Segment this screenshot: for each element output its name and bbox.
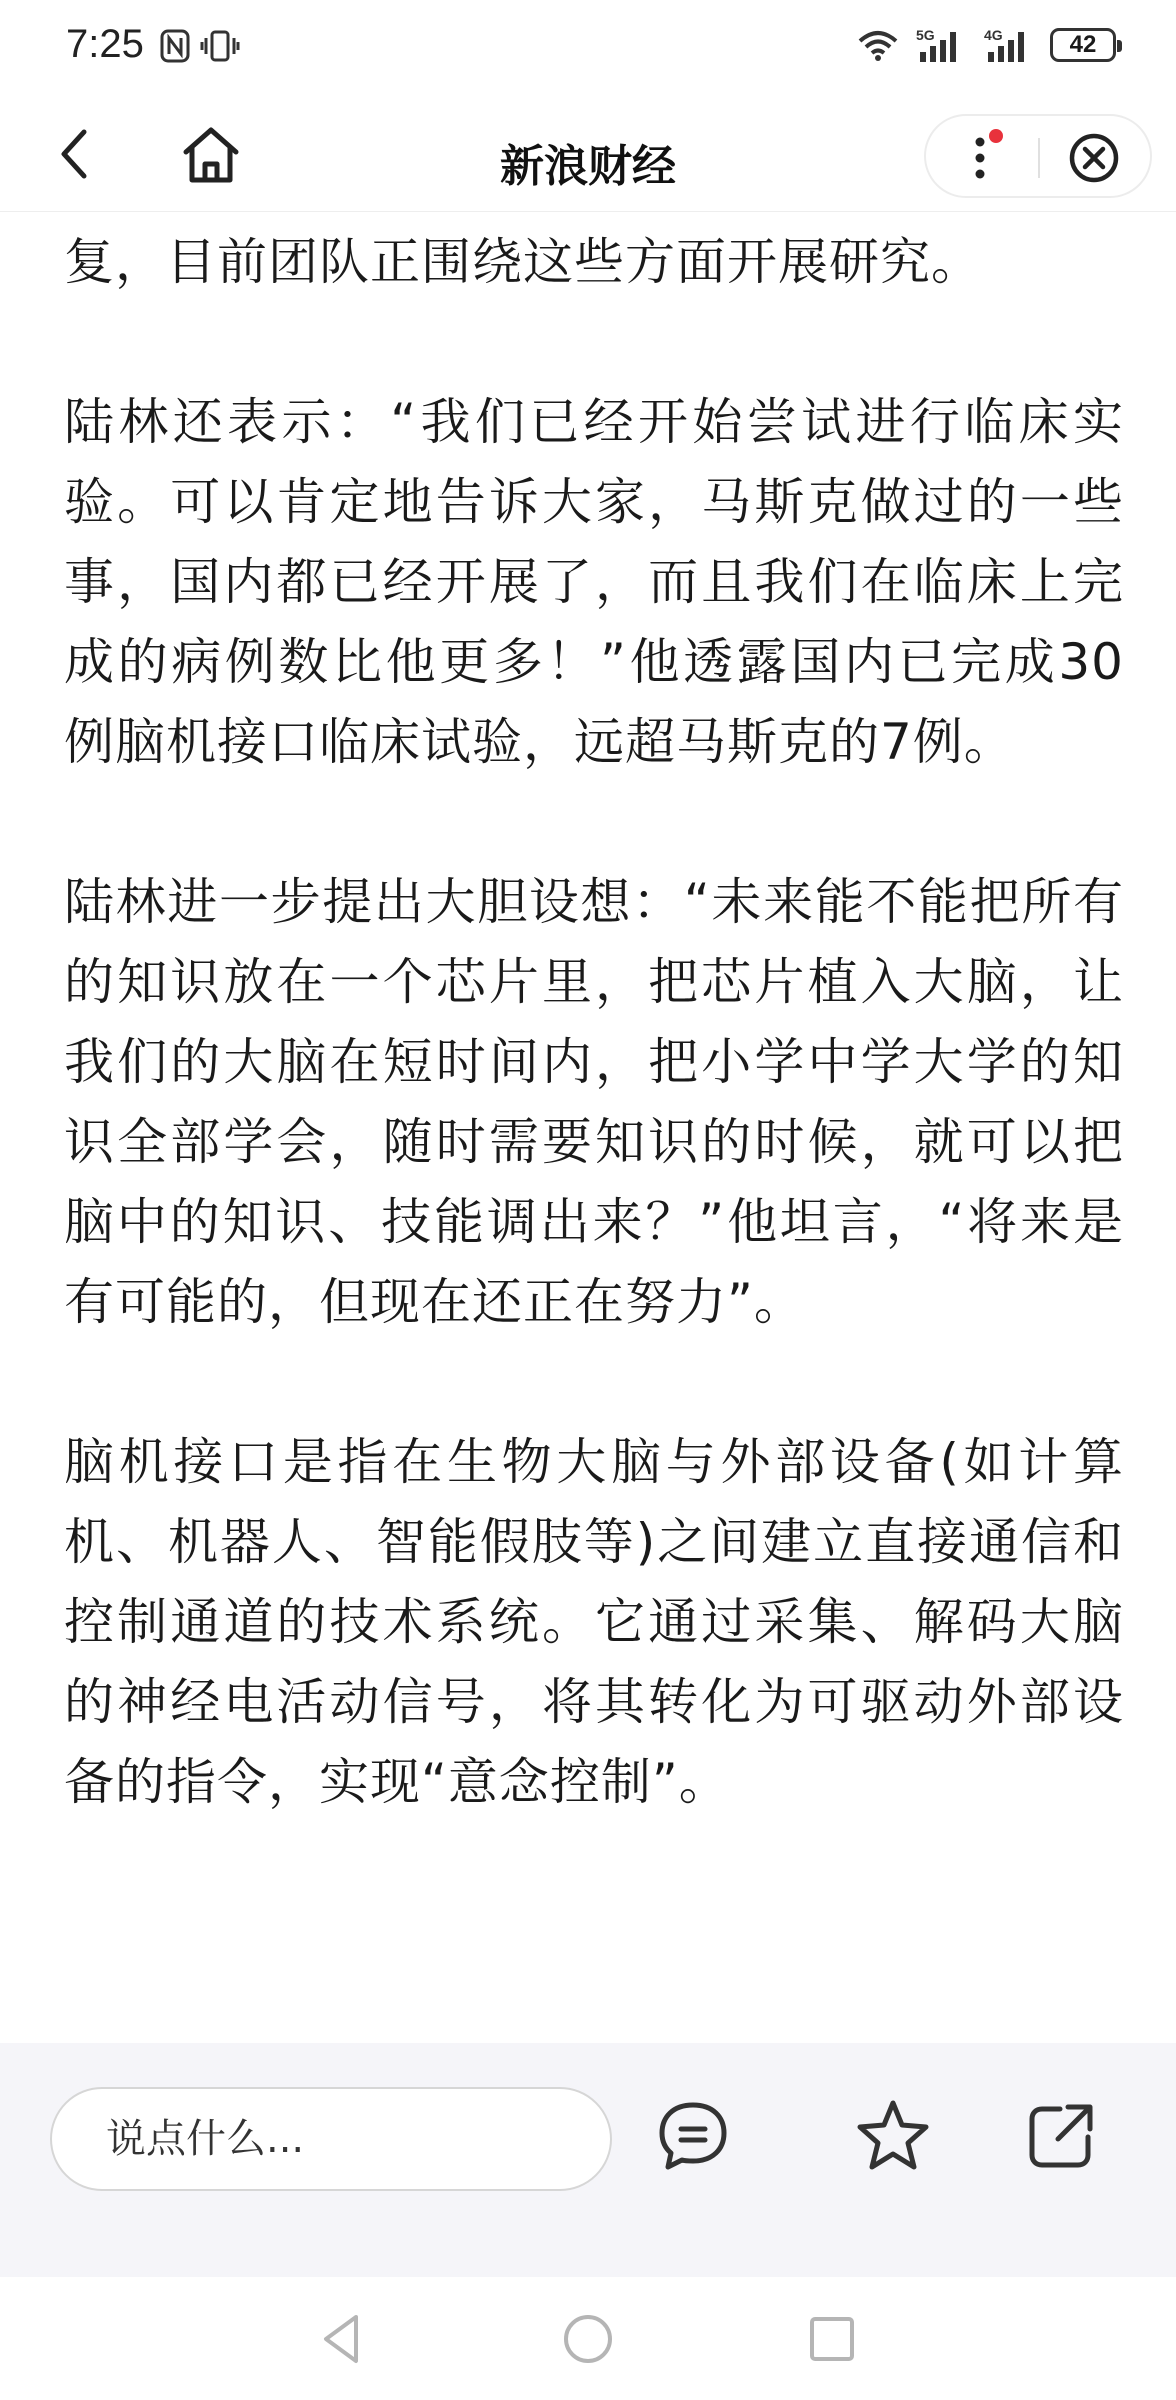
comment-icon[interactable]: [648, 2091, 738, 2181]
system-back-icon[interactable]: [310, 2307, 374, 2371]
status-time: 7:25: [66, 22, 144, 66]
article-paragraph: 脑机接口是指在生物大脑与外部设备(如计算机、机器人、智能假肢等)之间建立直接通信和控制通道的技术系统。它通过采集、解码大脑的神经电活动信号，将其转化为可驱动外部设备的指令，实现“意念控制”。: [64, 1433, 1124, 1811]
comment-input[interactable]: 说点什么...: [50, 2087, 612, 2191]
article-paragraph: 陆林进一步提出大胆设想：“未来能不能把所有的知识放在一个芯片里，把芯片植入大脑，让我们的大脑在短时间内，把小学中学大学的知识全部学会，随时需要知识的时候，就可以把脑中的知识、技能调出来？”他坦言，“将来是有可能的，但现在还正在努力”。: [64, 873, 1124, 1331]
capsule-divider: [1038, 138, 1040, 178]
vibrate-icon: [200, 28, 240, 64]
page-title: 新浪财经: [500, 141, 676, 192]
star-icon[interactable]: [848, 2091, 938, 2181]
nfc-icon: [160, 28, 190, 64]
network-1-label: 5G: [916, 27, 935, 43]
close-circle-icon[interactable]: [1062, 128, 1126, 188]
wifi-icon: [856, 27, 900, 63]
system-home-icon[interactable]: [556, 2307, 620, 2371]
signal-5g-icon: [914, 26, 968, 64]
mini-program-capsule: [924, 114, 1152, 198]
notification-dot: [989, 129, 1003, 143]
status-bar: [0, 0, 1176, 100]
more-vertical-icon[interactable]: [950, 128, 1010, 188]
bottom-action-bar: [0, 2043, 1176, 2277]
share-icon[interactable]: [1016, 2091, 1106, 2181]
status-left-icons: [160, 28, 240, 64]
network-2-label: 4G: [984, 27, 1003, 43]
status-right-icons: [856, 26, 1116, 64]
article-paragraph: 复，目前团队正围绕这些方面开展研究。: [64, 233, 982, 291]
nav-bar: [0, 100, 1176, 212]
article-body: [64, 212, 1124, 2052]
battery-level: 42: [1069, 31, 1097, 58]
system-recent-apps-icon[interactable]: [800, 2307, 864, 2371]
system-nav-bar: [0, 2277, 1176, 2400]
article-paragraph: 陆林还表示：“我们已经开始尝试进行临床实验。可以肯定地告诉大家，马斯克做过的一些事，国内都已经开展了，而且我们在临床上完成的病例数比他更多！”他透露国内已完成30例脑机接口临床试验，远超马斯克的7例。: [64, 393, 1124, 771]
signal-4g-icon: [982, 26, 1036, 64]
battery-icon: [1050, 28, 1116, 62]
